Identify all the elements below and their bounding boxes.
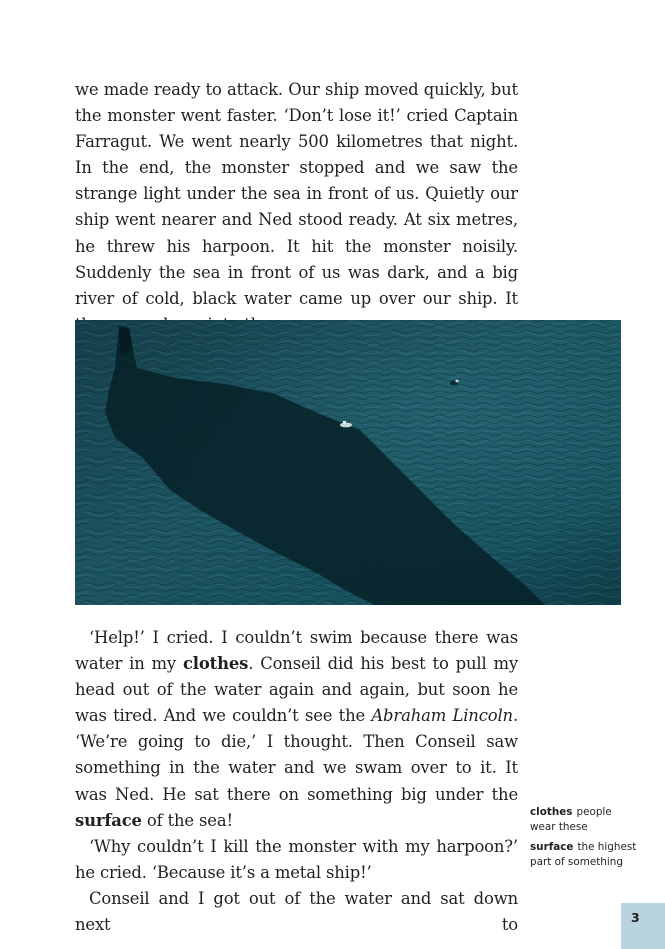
paragraph-help xyxy=(75,625,518,834)
glossary-definition: the highest part of something xyxy=(530,841,637,868)
glossary-definition: people wear these xyxy=(530,806,612,833)
glossary-entry-clothes xyxy=(530,805,640,834)
paragraph-attack: we made ready to attack. Our ship moved quickly, but the monster went faster. ‘Don’t lose it!’ cried Captain Farragut. We went nearly 500 kilometres that night. In the end, the monster stopped and we saw the strange light under the sea in front of us. Quietly our ship went nearer and Ned stood ready. At six metres, he threw his harpoon. It hit the monster noisily. Suddenly the sea in front of us was dark, and a big river of cold, black water came up over our ship. It xyxy=(75,80,518,308)
help-text-2: . Conseil did his best to pull my head out of the water again and again, but soon he was tired. And we couldn’t see the xyxy=(75,654,518,726)
page-number: 3 xyxy=(631,910,640,925)
paragraph-why: ‘Why couldn’t I kill the monster with my harpoon?’ he cried. ‘Because it’s a metal ship!’ xyxy=(75,836,518,882)
page-number-tab xyxy=(621,903,665,949)
glossary-term: surface xyxy=(530,841,574,853)
sea-photo xyxy=(75,320,621,605)
story-text-top xyxy=(75,77,518,338)
glossary-box xyxy=(530,805,640,875)
help-text-4: of the sea! xyxy=(141,810,233,830)
paragraph-conseil: Conseil and I got out of the water and sat down next to xyxy=(75,888,518,935)
story-text-bottom xyxy=(75,625,518,938)
ship-name: Abraham Lincoln xyxy=(371,706,513,726)
glossary-word-surface: surface xyxy=(75,810,142,830)
help-text-3: . ‘We’re going to die,’ I thought. Then Conseil saw something in the water and we swam over to it. It was Ned. He sat there on something big under the xyxy=(75,706,519,804)
glossary-entry-surface xyxy=(530,840,640,869)
glossary-term: clothes xyxy=(530,806,573,818)
glossary-word-clothes: clothes xyxy=(182,654,249,674)
help-text-1: ‘Help!’ I cried. I couldn’t swim because there was water in my xyxy=(75,628,518,674)
submarine-shadow-image xyxy=(75,320,621,605)
